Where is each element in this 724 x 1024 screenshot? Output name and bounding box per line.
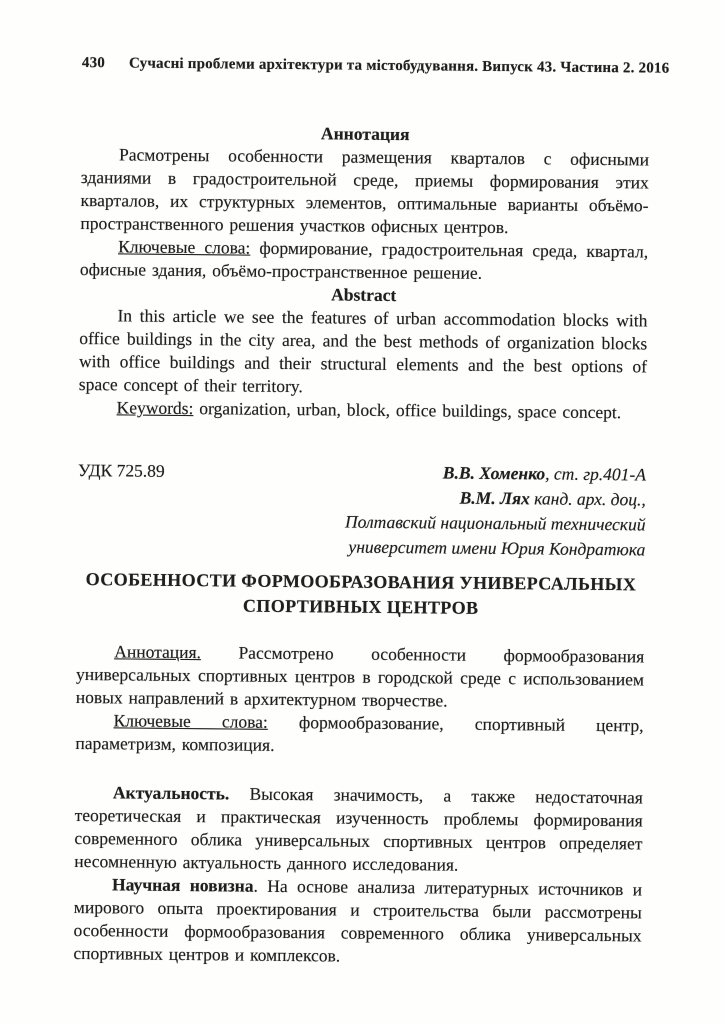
article-keywords-paragraph (75, 709, 643, 760)
article-title-line-1: ОСОБЕННОСТИ ФОРМООБРАЗОВАНИЯ УНИВЕРСАЛЬНЫХ (85, 569, 637, 595)
article-annotation-text: Рассмотрено особенности формообразования универсальных спортивных центров в городской среде с использованием новых направлений в архитектурном творчестве. (75, 642, 645, 711)
previous-article-abstract-block (79, 120, 650, 424)
author-1-name: В.В. Хоменко (442, 462, 546, 484)
annotation-paragraph-ru (80, 143, 649, 240)
abstract-paragraph-en (79, 304, 648, 401)
keywords-label-ru: Ключевые слова: (118, 236, 251, 258)
novelty-label: Научная новизна (111, 874, 254, 896)
article-keywords-label: Ключевые слова: (113, 710, 268, 732)
article-annotation-label: Аннотация. (114, 641, 202, 663)
novelty-paragraph (73, 873, 642, 970)
article-keywords-text: формообразование, спортивный центр, параметризм, композиция. (75, 712, 644, 755)
annotation-text-ru: Расмотрены особенности размещения кварталов с офисными зданиями в градостроительной среде, приемы формирования этих кварталов, их структурных элементов, оптимальные варианты объёмо-пространственного решения участков офисных центров. (80, 144, 650, 238)
page-number: 430 (81, 55, 106, 72)
article-annotation-paragraph (76, 640, 645, 714)
annotation-heading-ru: Аннотация (320, 123, 410, 145)
relevance-paragraph (74, 781, 643, 878)
journal-title: Сучасні проблеми архітектури та містобудування. Випуск 43. Частина 2. 2016 (128, 55, 670, 77)
keywords-paragraph-en (79, 396, 647, 424)
abstract-heading-en: Abstract (331, 284, 397, 306)
author-2-info: канд. арх. доц., (534, 488, 646, 510)
abstract-text-en: In this article we see the features of urban accommodation blocks with office buildings in the city area, and the best methods of organization blocks with office buildings and their structural elements and the best options of space concept of their territory. (78, 305, 648, 397)
keywords-label-en: Keywords: (116, 397, 194, 419)
affiliation-line-2: университет имени Юрия Кондратюка (348, 536, 646, 560)
authors-block (345, 460, 646, 563)
keywords-paragraph-ru (80, 235, 648, 286)
udc-code: УДК 725.89 (77, 459, 165, 481)
relevance-label: Актуальность. (112, 782, 230, 804)
byline-row (77, 457, 646, 562)
scanned-content (73, 55, 670, 970)
relevance-text: Высокая значимость, а также недостаточная теоретическая и практическая изученность проблемы формирования современного облика универсальных спортивных центров определяет несомненную актуальность данного исследования. (74, 783, 644, 875)
author-line-2 (345, 485, 646, 513)
article-body-block (73, 640, 644, 970)
article-byline-block (77, 457, 647, 622)
author-line-1 (345, 460, 646, 488)
author-1-info: , ст. гр.401-А (545, 463, 647, 485)
author-2-name: В.М. Лях (459, 487, 530, 509)
keywords-text-ru: формирование, градостроительная среда, квартал, офисные здания, объёмо-пространственное решение. (79, 237, 649, 283)
running-head (81, 55, 670, 77)
keywords-text-en: organization, urban, block, office buildings, space concept. (199, 398, 622, 423)
novelty-text: . На основе анализа литературных источников и мирового опыта проектирования и строительства были рассмотрены особенности формообразования современного облика универсальных спортивных центров и комплексов. (73, 875, 643, 966)
article-title-line-2: СПОРТИВНЫХ ЦЕНТРОВ (242, 595, 479, 618)
article-title (77, 567, 645, 622)
affiliation-line-1: Полтавский национальный технический (344, 511, 646, 535)
